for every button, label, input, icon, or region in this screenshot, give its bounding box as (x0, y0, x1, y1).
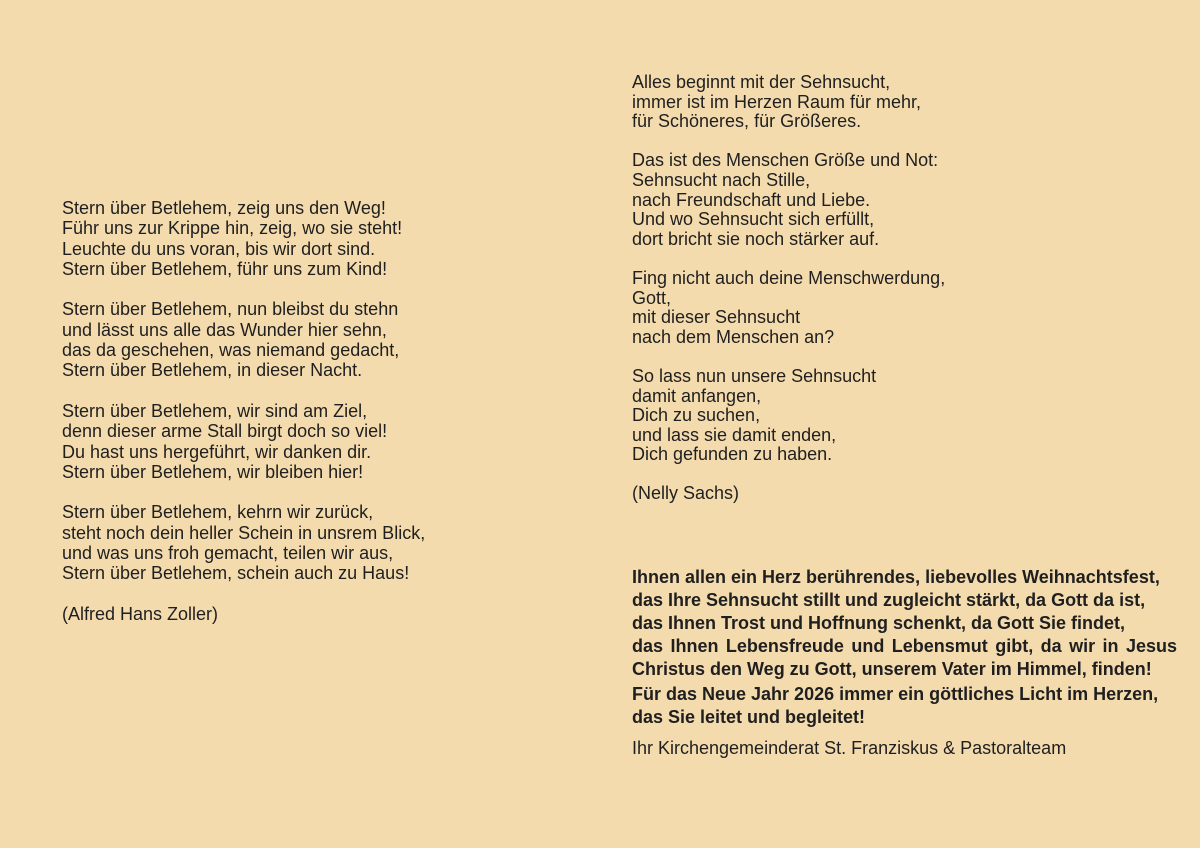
right-poem-stanza-2 (632, 151, 1177, 249)
poem-line: Stern über Betlehem, nun bleibst du stehn (62, 299, 399, 320)
poem-line: mit dieser Sehnsucht (632, 307, 801, 328)
greeting-line: das Ihnen Lebensfreude und Lebensmut gibt, da wir in Jesus (632, 636, 1177, 657)
right-poem-stanza-4 (632, 367, 1177, 465)
poem-line: dort bricht sie noch stärker auf. (632, 228, 880, 249)
poem-line: das da geschehen, was niemand gedacht, (62, 340, 400, 361)
poem-line: für Schöneres, für Größeres. (632, 111, 862, 132)
poem-line: Stern über Betlehem, in dieser Nacht. (62, 360, 363, 381)
greeting-line: Christus den Weg zu Gott, unserem Vater im Himmel, finden! (632, 659, 1152, 680)
poem-line: Fing nicht auch deine Menschwerdung, (632, 267, 946, 288)
poem-line: Das ist des Menschen Größe und Not: (632, 150, 939, 171)
right-content-column (632, 73, 1177, 758)
poem-line: So lass nun unsere Sehnsucht (632, 365, 877, 386)
left-poem-column (62, 198, 562, 624)
poem-line: Alles beginnt mit der Sehnsucht, (632, 72, 891, 92)
greeting-paragraph-1 (632, 566, 1177, 681)
right-poem-stanza-3 (632, 269, 1177, 347)
poem-line: nach Freundschaft und Liebe. (632, 189, 871, 210)
left-poem-stanza-2 (62, 299, 562, 380)
right-poem-attribution: (Nelly Sachs) (632, 483, 740, 504)
poem-line: Stern über Betlehem, führ uns zum Kind! (62, 258, 388, 279)
poem-line: und lass sie damit enden, (632, 424, 837, 445)
poem-line: Du hast uns hergeführt, wir danken dir. (62, 441, 372, 462)
poem-line: Führ uns zur Krippe hin, zeig, wo sie steht! (62, 218, 403, 239)
poem-line: immer ist im Herzen Raum für mehr, (632, 91, 922, 112)
poem-line: Stern über Betlehem, zeig uns den Weg! (62, 198, 386, 218)
poem-line: Leuchte du uns voran, bis wir dort sind. (62, 238, 376, 259)
left-poem-stanza-4 (62, 502, 562, 583)
poem-line: Stern über Betlehem, wir bleiben hier! (62, 461, 364, 482)
poem-line: Dich zu suchen, (632, 405, 761, 426)
poem-line: steht noch dein heller Schein in unsrem Blick, (62, 522, 426, 543)
poem-line: und was uns froh gemacht, teilen wir aus, (62, 543, 394, 564)
poem-line: Sehnsucht nach Stille, (632, 169, 811, 190)
poem-line: und lässt uns alle das Wunder hier sehn, (62, 319, 387, 340)
poem-line: Dich gefunden zu haben. (632, 444, 833, 465)
poem-line: Gott, (632, 287, 672, 308)
right-poem-stanza-1 (632, 73, 1177, 132)
poem-line: damit anfangen, (632, 385, 762, 406)
greeting-line: das Ihre Sehnsucht stillt und zugleicht stärkt, da Gott da ist, (632, 590, 1146, 611)
poem-line: Und wo Sehnsucht sich erfüllt, (632, 209, 875, 230)
greeting-line: das Ihnen Trost und Hoffnung schenkt, da Gott Sie findet, (632, 613, 1126, 634)
left-poem-attribution: (Alfred Hans Zoller) (62, 603, 219, 624)
poem-line: Stern über Betlehem, schein auch zu Haus! (62, 563, 410, 584)
greeting-line: Ihnen allen ein Herz berührendes, liebevolles Weihnachtsfest, (632, 567, 1160, 588)
greeting-line: Für das Neue Jahr 2026 immer ein göttliches Licht im Herzen, (632, 684, 1159, 705)
left-poem-stanza-1 (62, 198, 562, 279)
poem-line: nach dem Menschen an? (632, 326, 835, 347)
closing-signature: Ihr Kirchengemeinderat St. Franziskus & Pastoralteam (632, 738, 1067, 759)
poem-line: Stern über Betlehem, wir sind am Ziel, (62, 400, 368, 421)
poem-line: denn dieser arme Stall birgt doch so viel! (62, 421, 388, 442)
poem-line: Stern über Betlehem, kehrn wir zurück, (62, 502, 374, 523)
left-poem-stanza-3 (62, 401, 562, 482)
greeting-line: das Sie leitet und begleitet! (632, 707, 866, 728)
greeting-paragraph-2 (632, 683, 1177, 729)
